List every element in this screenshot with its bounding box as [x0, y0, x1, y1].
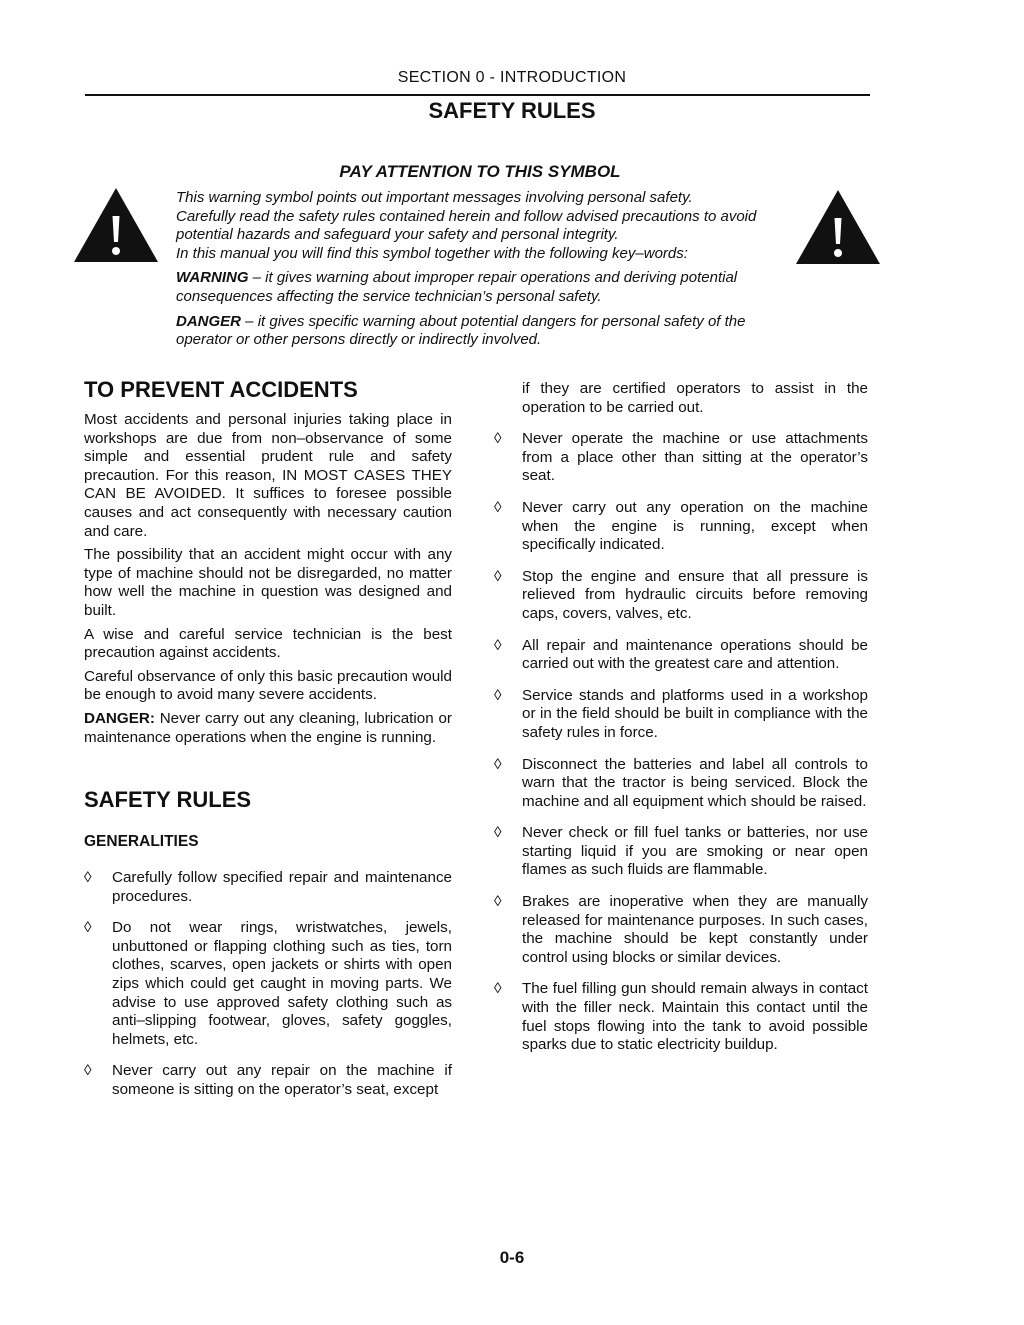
warning-triangle-icon: [72, 186, 160, 264]
page-number: 0-6: [499, 1248, 525, 1267]
warning-keyword: WARNING: [176, 269, 249, 287]
diamond-bullet-icon: ◊: [494, 636, 502, 654]
warning-triangle-icon: [794, 188, 882, 266]
list-item: ◊ Carefully follow specified repair and maintenance procedures.: [84, 869, 452, 905]
diamond-bullet-icon: ◊: [494, 686, 502, 704]
symbol-line-3: In this manual you will find this symbol together with the following key–words:: [176, 244, 688, 262]
warning-definition: [176, 269, 786, 306]
symbol-line-2: Carefully read the safety rules contained herein and follow advised precautions to avoid potential hazards and safeguard your safety and personal integrity.: [176, 207, 757, 244]
prevent-paragraph-4: Careful observance of only this basic precaution would be enough to avoid many severe accidents.: [84, 667, 452, 704]
diamond-bullet-icon: ◊: [494, 893, 502, 911]
danger-label: DANGER:: [84, 709, 155, 727]
prevent-paragraph-3: A wise and careful service technician is the best precaution against accidents.: [84, 625, 452, 662]
prevent-paragraph-1: Most accidents and personal injuries taking place in workshops are due from non–observance of some simple and essential prudent rule and safety precaution. For this reason, IN MOST CASES THEY CAN BE AVOIDED. It suffices to foresee possible causes and act consequently with necessary caution and care.: [84, 411, 452, 540]
diamond-bullet-icon: ◊: [84, 869, 92, 887]
list-item: ◊ Do not wear rings, wristwatches, jewels, unbuttoned or flapping clothing such as ties, torn clothes, scarves, open jackets or shirts with open zips which could get caught in moving parts. We advise to use approved safety clothing such as anti–slipping footwear, gloves, safety goggles, helmets, etc.: [84, 919, 452, 1048]
prevent-accidents-heading: TO PREVENT ACCIDENTS: [84, 377, 358, 402]
danger-definition: [176, 313, 786, 350]
list-item: ◊ The fuel filling gun should remain always in contact with the filler neck. Maintain this contact until the fuel stops flowing into the tank to avoid possible sparks due to static electricity buildup.: [494, 980, 868, 1054]
list-item: ◊ Service stands and platforms used in a workshop or in the field should be built in compliance with the safety rules in force.: [494, 686, 868, 741]
section-header: SECTION 0 - INTRODUCTION: [397, 69, 627, 86]
header-divider: [85, 94, 870, 96]
diamond-bullet-icon: ◊: [84, 919, 92, 937]
danger-text: – it gives specific warning about potential dangers for personal safety of the operator or other persons directly or indirectly involved.: [176, 312, 746, 349]
prevent-paragraph-2: The possibility that an accident might occur with any type of machine should not be disregarded, no matter how well the machine in question was designed and built.: [84, 546, 452, 619]
diamond-bullet-icon: ◊: [84, 1062, 92, 1080]
list-item: ◊ All repair and maintenance operations should be carried out with the greatest care and attention.: [494, 636, 868, 673]
list-item: ◊ Brakes are inoperative when they are manually released for maintenance purposes. In such cases, the machine should be kept constantly under control using blocks or similar devices.: [494, 893, 868, 966]
list-item: ◊ Never check or fill fuel tanks or batteries, nor use starting liquid if you are smoking or near open flames as such fluids are flammable.: [494, 824, 868, 879]
list-item: ◊ Never carry out any operation on the machine when the engine is running, except when specifically indicated.: [494, 498, 868, 554]
page-title: SAFETY RULES: [428, 98, 596, 123]
diamond-bullet-icon: ◊: [494, 498, 502, 516]
danger-note-text: Never carry out any cleaning, lubrication or maintenance operations when the engine is running.: [84, 709, 452, 746]
danger-note: [84, 710, 452, 747]
danger-keyword: DANGER: [176, 312, 242, 330]
symbol-title: PAY ATTENTION TO THIS SYMBOL: [339, 162, 621, 181]
warning-text: – it gives warning about improper repair operations and deriving potential consequences affecting the service technician’s personal safety.: [176, 269, 738, 305]
list-item: ◊ Stop the engine and ensure that all pressure is relieved from hydraulic circuits before removing caps, covers, valves, etc.: [494, 567, 868, 622]
list-item: ◊ Disconnect the batteries and label all controls to warn that the tractor is being serviced. Block the machine and all equipment which should be raised.: [494, 755, 868, 810]
diamond-bullet-icon: ◊: [494, 755, 502, 773]
left-column: [84, 375, 452, 1100]
diamond-bullet-icon: ◊: [494, 430, 502, 448]
generalities-heading: GENERALITIES: [84, 833, 199, 851]
symbol-line-1: This warning symbol points out important messages involving personal safety.: [176, 189, 693, 206]
diamond-bullet-icon: ◊: [494, 980, 502, 998]
right-column: [494, 380, 868, 1055]
symbol-description: [176, 189, 786, 350]
diamond-bullet-icon: ◊: [494, 824, 502, 842]
list-item: ◊ Never carry out any repair on the machine if someone is sitting on the operator’s seat, except: [84, 1062, 452, 1099]
safety-rules-heading: SAFETY RULES: [84, 787, 252, 813]
list-item-continuation: if they are certified operators to assist in the operation to be carried out.: [522, 380, 868, 416]
diamond-bullet-icon: ◊: [494, 567, 502, 585]
list-item: ◊ Never operate the machine or use attachments from a place other than sitting at the operator’s seat.: [494, 430, 868, 485]
